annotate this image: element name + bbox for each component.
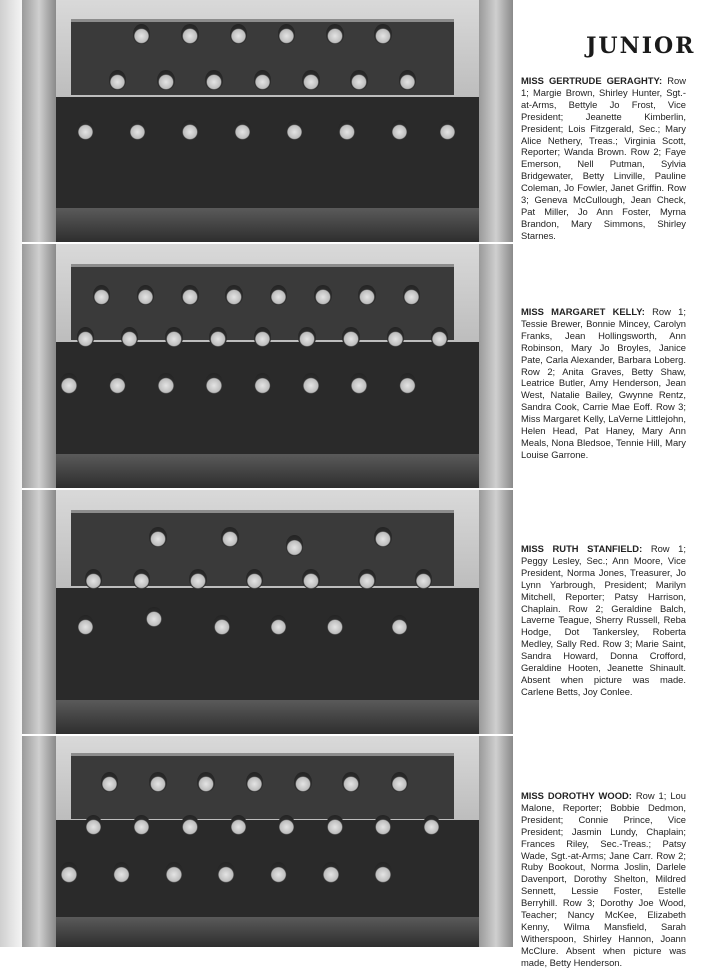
homeroom-photo-2 [22,244,513,488]
roster-text: Row 1; Peggy Lesley, Sec.; Ann Moore, Vice President, Norma Jones, Treasurer, Jo Lynn Yarbrough, President; Marilyn Mitchell, Reporter; Patsy Harrison, Chaplain. Row 2; Geraldine Balch, Laverne Teague, Sherry Russell, Reba Hodge, Dot Tankersley, Roberta Medley, Sally Red. Row 3; Marie Saint, Sandra Howard, Donna Crofford, Geraldine Hooten, Jeanette Shinault. Absent when picture was made. Carlene Betts, Joy Conlee. [521,543,686,697]
homeroom-caption-3 [521,543,686,698]
teacher-name: MISS RUTH STANFIELD: [521,543,643,554]
teacher-name: MISS DOROTHY WOOD: [521,790,632,801]
teacher-name: MISS MARGARET KELLY: [521,306,645,317]
homeroom-caption-1 [521,75,686,242]
homeroom-photo-4 [22,736,513,947]
roster-text: Row 1; Tessie Brewer, Bonnie Mincey, Carolyn Franks, Jean Hollingsworth, Ann Robinson, Mary Jo Broyles, Janice Pate, Carla Alexander, Barbara Loberg. Row 2; Anita Graves, Betty Shaw, Leatrice Butler, Amy Henderson, Jean West, Natalie Bailey, Gwynne Rentz, Sandra Cook, Carrie Mae Eoff. Row 3; Miss Margaret Kelly, LaVerne Littlejohn, Helen Head, Pat Haney, Mary Ann Meals, Nona Bledsoe, Tennie Hill, Mary Louise Garrone. [521,306,686,460]
homeroom-photo-1 [22,0,513,242]
homeroom-caption-2 [521,306,686,461]
teacher-name: MISS GERTRUDE GERAGHTY: [521,75,663,86]
students-group [66,757,469,938]
roster-text: Row 1; Margie Brown, Shirley Hunter, Sgt.-at-Arms, Bettyle Jo Frost, Vice President; Jeanette Kimberlin, President; Lois Fitzgerald, Sec.; Mary Alice Nethery, Treas.; Virginia Scott, Reporter; Wanda Brown. Row 2; Faye Emerson, Nell Putman, Sylvia Bridgewater, Betty Linville, Pauline Coleman, Jo Fowler, Janet Griffin. Row 3; Geneva McCullough, Jean Check, Pat Miller, Jo Ann Foster, Myrna Brandon, Mary Simmons, Shirley Starnes. [521,75,687,241]
section-title: JUNIOR [586,33,696,59]
homeroom-photo-3 [22,490,513,734]
roster-text: Row 1; Lou Malone, Reporter; Bobbie Dedmon, President; Connie Prince, Vice President; Jasmin Lundy, Chaplain; Frances Riley, Sec.-Treas.; Patsy Wade, Sgt.-at-Arms; Jane Carr. Row 2; Ruby Bookout, Norma Joslin, Darlele Davenport, Dorothy Shelton, Mildred Sennett, Lessie Foster, Estelle Berryhill. Row 3; Dorothy Joe Wood, Teacher; Nancy McKee, Elizabeth Kenny, Wilma Mansfield, Sarah Witherspoon, Shirley Hannon, Joann McClure. Absent when picture was made, Betty Henderson. [521,790,686,968]
homeroom-caption-4 [521,790,686,969]
book-gutter [0,0,22,947]
students-group [66,268,469,478]
students-group [66,514,469,724]
students-group [66,24,469,232]
